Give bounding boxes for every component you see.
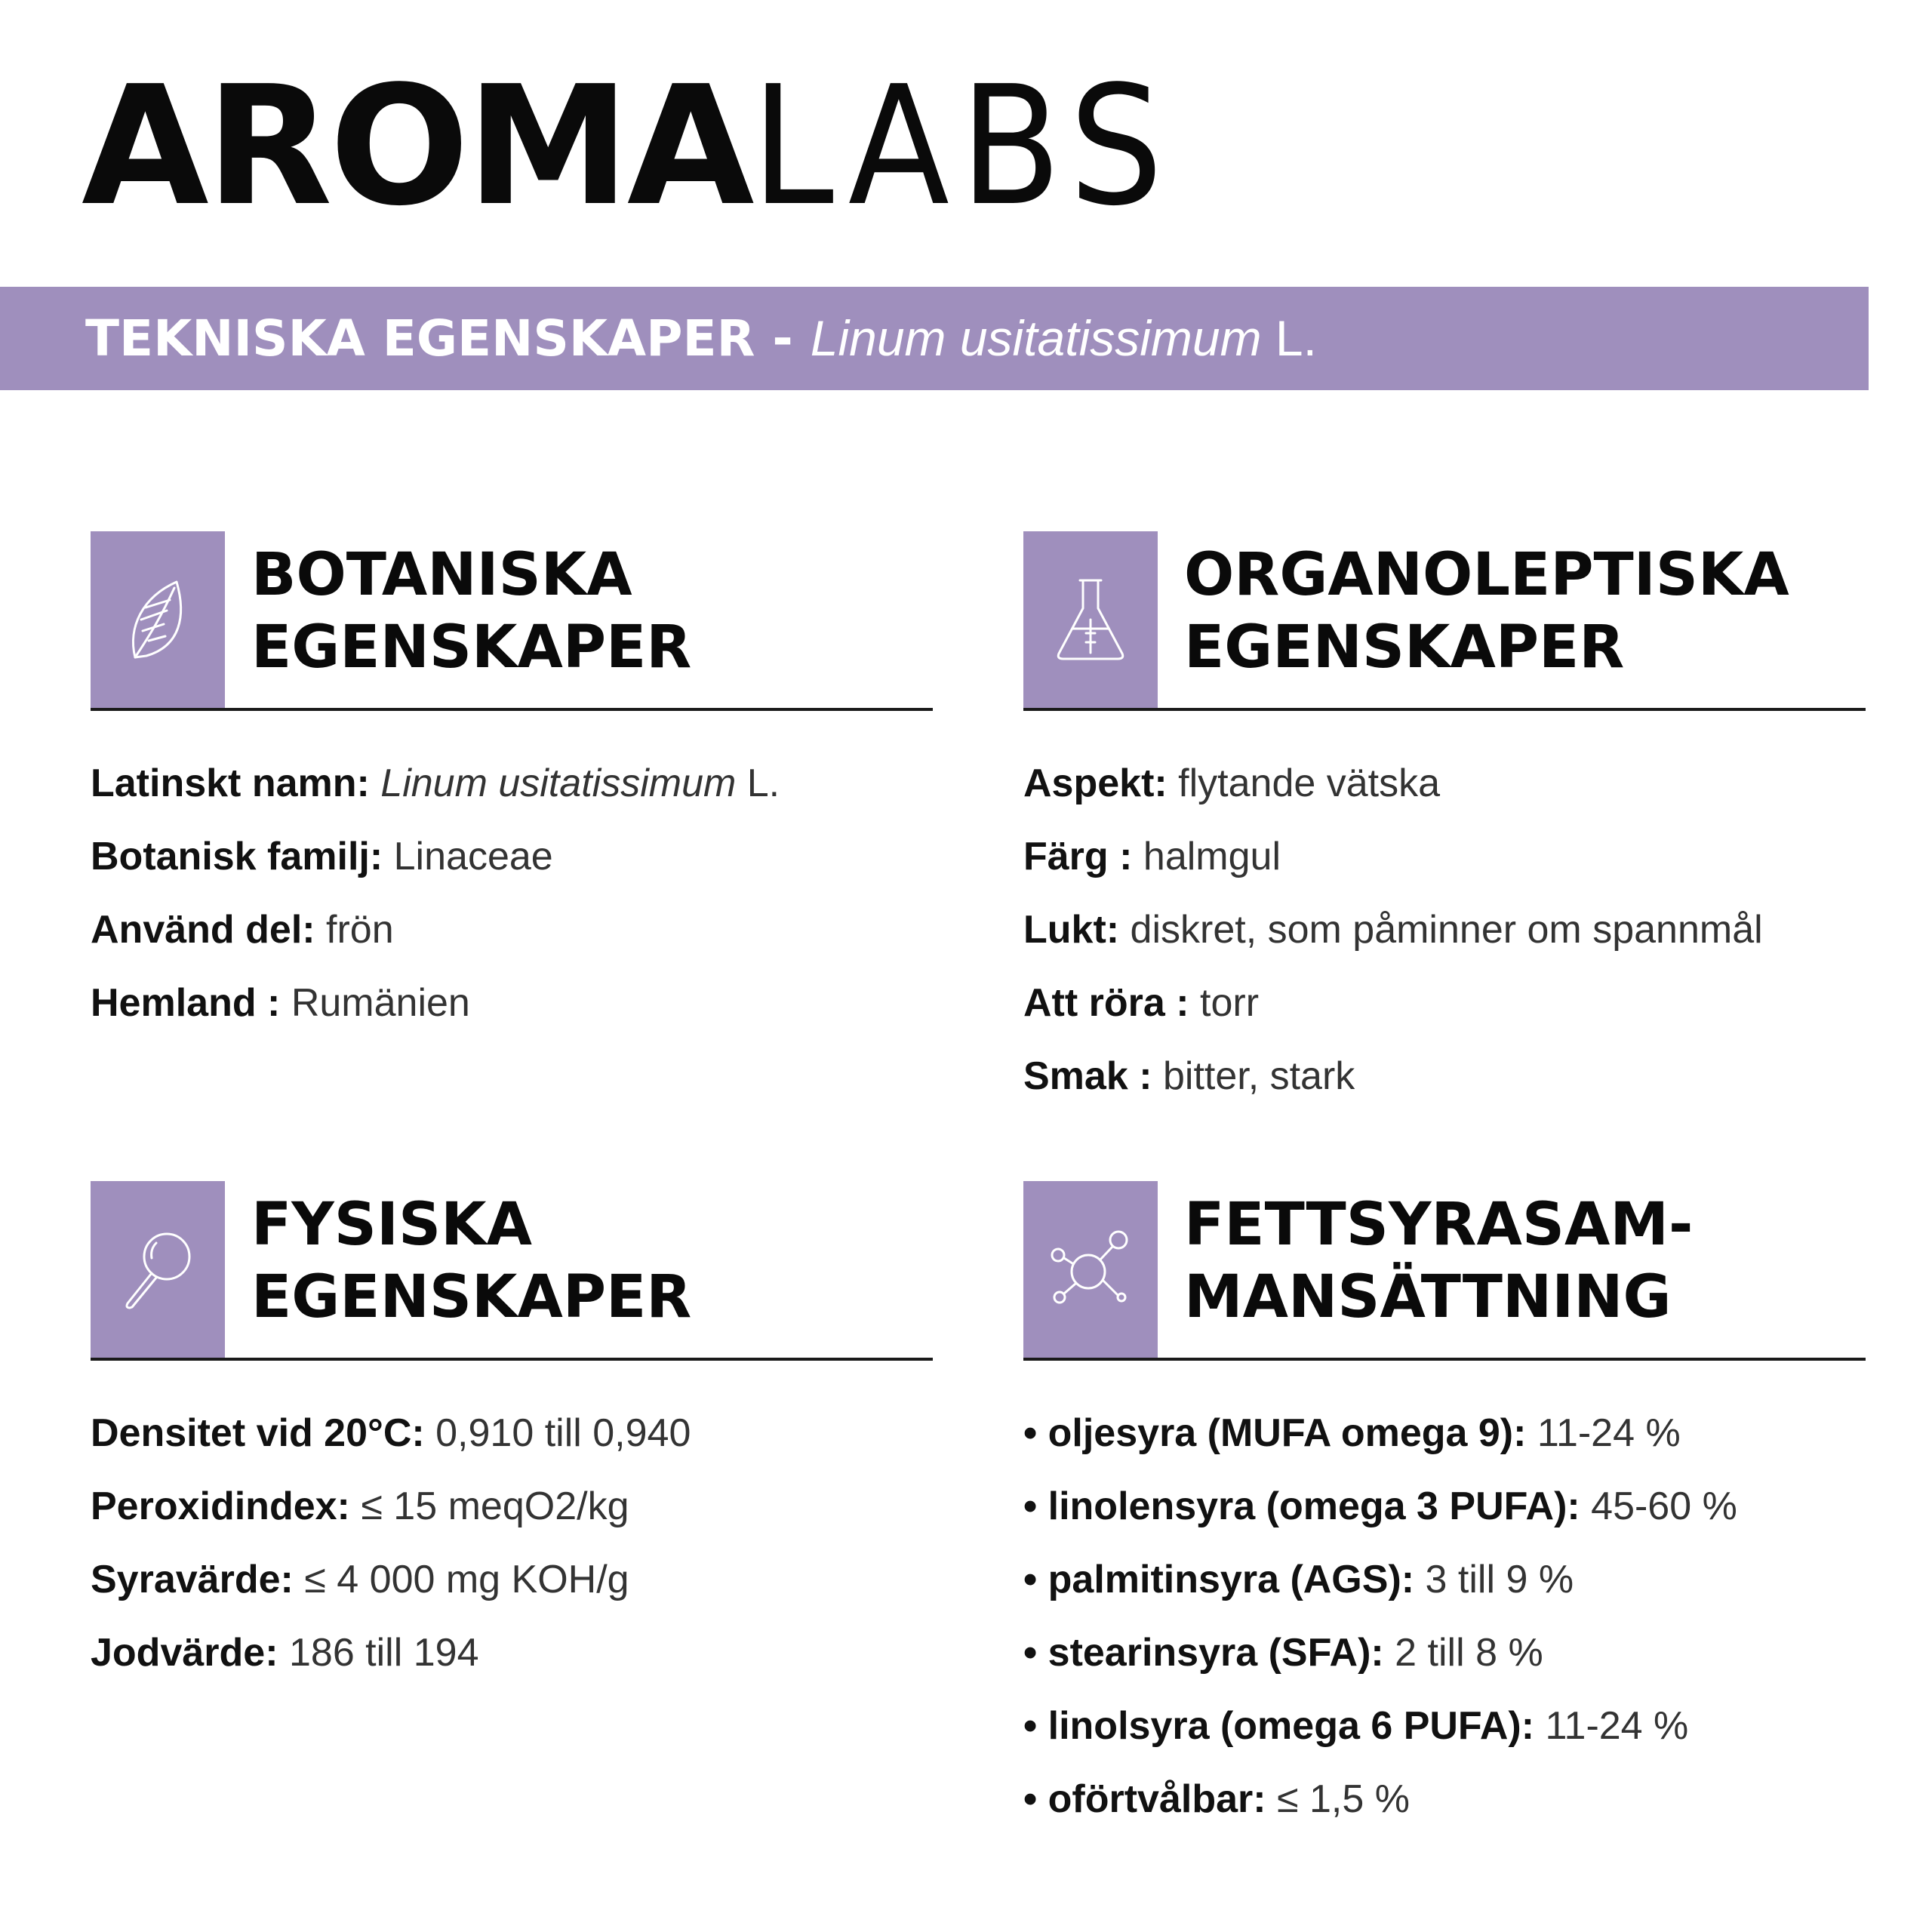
- section-title-line2: EGENSKAPER: [251, 614, 692, 681]
- section-header: [91, 1181, 933, 1361]
- section-header: [1023, 1181, 1866, 1361]
- property-list: [91, 1397, 933, 1690]
- property-row: [1023, 1690, 1866, 1763]
- section-organoleptic: [1023, 531, 1866, 1113]
- property-value: 3 till 9 %: [1414, 1558, 1574, 1601]
- section-title-line1: FYSISKA: [251, 1191, 532, 1259]
- section-header: [91, 531, 933, 711]
- property-row: [91, 1397, 933, 1470]
- property-label: Aspekt:: [1023, 761, 1168, 805]
- property-label: • oljesyra (MUFA omega 9):: [1023, 1411, 1527, 1455]
- property-list: [1023, 1397, 1866, 1836]
- banner-title-main: TEKNISKA EGENSKAPER -: [85, 309, 811, 368]
- brand-logo-bold: AROMA: [82, 51, 752, 242]
- section-title-line1: ORGANOLEPTISKA: [1184, 541, 1789, 609]
- property-value-italic: Linum usitatissimum: [380, 761, 737, 805]
- property-value: halmgul: [1132, 835, 1281, 878]
- property-value: 11-24 %: [1534, 1704, 1689, 1748]
- property-label: Jodvärde:: [91, 1631, 278, 1675]
- brand-logo: [82, 51, 1174, 242]
- property-label: Densitet vid 20°C:: [91, 1411, 425, 1455]
- section-fatty-acids: [1023, 1181, 1866, 1836]
- property-label: Lukt:: [1023, 908, 1120, 952]
- property-value: 2 till 8 %: [1383, 1631, 1543, 1675]
- flask-icon: [1023, 531, 1158, 708]
- property-value: 0,910 till 0,940: [424, 1411, 691, 1455]
- banner-species: Linum usitatissimum: [810, 310, 1262, 366]
- property-list: [91, 747, 933, 1040]
- property-label: • palmitinsyra (AGS):: [1023, 1558, 1415, 1601]
- property-label: Syravärde:: [91, 1558, 294, 1601]
- property-value: torr: [1189, 981, 1260, 1025]
- property-row: [91, 894, 933, 967]
- property-value: L.: [736, 761, 780, 805]
- property-value: ≤ 4 000 mg KOH/g: [293, 1558, 629, 1601]
- property-label: • linolensyra (omega 3 PUFA):: [1023, 1484, 1580, 1528]
- property-row: [91, 1543, 933, 1617]
- molecule-icon: [1023, 1181, 1158, 1358]
- property-label: • stearinsyra (SFA):: [1023, 1631, 1384, 1675]
- banner-title: [85, 287, 1317, 390]
- property-row: [1023, 1763, 1866, 1836]
- property-label: • oförtvålbar:: [1023, 1777, 1266, 1821]
- property-row: [1023, 820, 1866, 894]
- property-value: Rumänien: [280, 981, 470, 1025]
- property-row: [1023, 1543, 1866, 1617]
- property-row: [91, 820, 933, 894]
- section-title-line1: BOTANISKA: [251, 541, 632, 609]
- property-value: 11-24 %: [1526, 1411, 1681, 1455]
- property-value: 186 till 194: [278, 1631, 479, 1675]
- section-title-line1: FETTSYRASAM-: [1184, 1191, 1694, 1259]
- property-value: ≤ 1,5 %: [1266, 1777, 1410, 1821]
- property-row: [1023, 894, 1866, 967]
- property-label: Hemland :: [91, 981, 281, 1025]
- property-label: Färg :: [1023, 835, 1133, 878]
- section-title-line2: MANSÄTTNING: [1184, 1263, 1672, 1331]
- section-title: [1184, 539, 1789, 684]
- section-title-line2: EGENSKAPER: [1184, 614, 1625, 681]
- banner-species-suffix: L.: [1261, 310, 1317, 366]
- property-label: Latinskt namn:: [91, 761, 370, 805]
- section-title-line2: EGENSKAPER: [251, 1263, 692, 1331]
- property-row: [1023, 1040, 1866, 1113]
- property-label: Peroxidindex:: [91, 1484, 350, 1528]
- property-row: [1023, 1397, 1866, 1470]
- property-value: 45-60 %: [1580, 1484, 1737, 1528]
- section-title: [251, 539, 691, 684]
- property-row: [1023, 1470, 1866, 1543]
- property-value: ≤ 15 meqO2/kg: [349, 1484, 629, 1528]
- brand-logo-thin: LABS: [751, 51, 1174, 242]
- section-header: [1023, 531, 1866, 711]
- property-row: [91, 967, 933, 1040]
- property-label: Att röra :: [1023, 981, 1189, 1025]
- property-value: diskret, som påminner om spannmål: [1119, 908, 1763, 952]
- property-value: bitter, stark: [1152, 1054, 1355, 1098]
- property-value: Linaceae: [383, 835, 553, 878]
- property-label: • linolsyra (omega 6 PUFA):: [1023, 1704, 1535, 1748]
- property-value: frön: [315, 908, 394, 952]
- property-row: [91, 1617, 933, 1690]
- property-row: [1023, 967, 1866, 1040]
- section-title: [1184, 1189, 1693, 1334]
- leaf-icon: [91, 531, 225, 708]
- property-row: [91, 1470, 933, 1543]
- section-title: [251, 1189, 691, 1334]
- title-banner: [0, 287, 1869, 390]
- property-row: [91, 747, 933, 820]
- property-label: Smak :: [1023, 1054, 1152, 1098]
- property-row: [1023, 1617, 1866, 1690]
- property-list: [1023, 747, 1866, 1113]
- magnifier-icon: [91, 1181, 225, 1358]
- section-physical: [91, 1181, 933, 1690]
- property-row: [1023, 747, 1866, 820]
- property-value: flytande vätska: [1167, 761, 1441, 805]
- property-label: Använd del:: [91, 908, 315, 952]
- property-label: Botanisk familj:: [91, 835, 383, 878]
- section-botanical: [91, 531, 933, 1040]
